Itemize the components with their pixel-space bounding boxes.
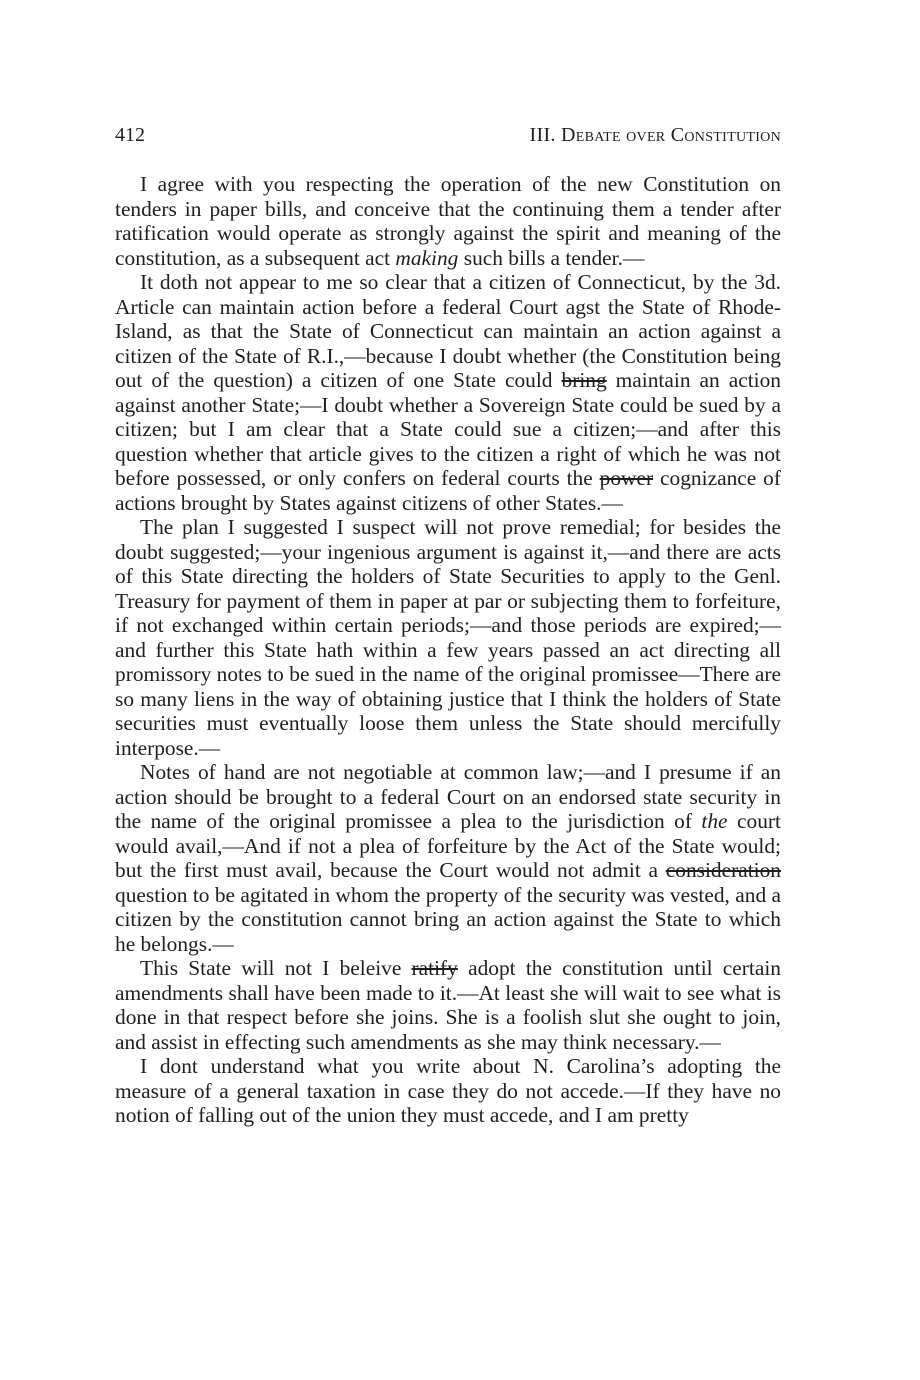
paragraph bbox=[115, 1054, 781, 1128]
paragraph bbox=[115, 956, 781, 1054]
struck-word: bring bbox=[561, 368, 607, 392]
text-run: The plan I suggested I suspect will not prove remedial; for besides the doubt suggested;—your ingenious argument is against it,—and there are acts of this State directing the holders of State Securities to apply to the Genl. Treasury for payment of them in paper at par or subjecting them to forfeiture, if not exchanged within certain periods;—and those periods are expired;—and further this State hath within a few years passed an act directing all promissory notes to be sued in the name of the original promissee—There are so many liens in the way of obtaining justice that I think the holders of State securities must eventually loose them unless the State should mercifully interpose.— bbox=[115, 515, 781, 760]
text-run: cognizance of actions brought by States against citizens of other States.— bbox=[115, 466, 781, 515]
letter-body bbox=[115, 172, 781, 1128]
italic-word: the bbox=[701, 809, 728, 833]
text-run: adopt the constitution until certain amendments shall have been made to it.—At least she will wait to see what is done in that respect before she joins. She is a foolish slut she ought to join, and assist in effecting such amendments as she may think necessary.— bbox=[115, 956, 781, 1054]
paragraph bbox=[115, 270, 781, 515]
text-run: court would avail,—And if not a plea of forfeiture by the Act of the State would; but the first must avail, because the Court would not admit a bbox=[115, 809, 781, 882]
text-run: such bills a tender.— bbox=[458, 245, 645, 270]
italic-word: making bbox=[395, 245, 459, 270]
text-run: This State will not I beleive bbox=[140, 956, 412, 980]
paragraph bbox=[115, 515, 781, 760]
text-run: Notes of hand are not negotiable at common law;—and I presume if an action should be brought to a federal Court on an endorsed state security in the name of the original promissee a plea to the jurisdiction of bbox=[115, 760, 781, 833]
struck-word: ratify bbox=[411, 956, 458, 980]
struck-word: power bbox=[599, 466, 654, 490]
struck-word: consideration bbox=[665, 858, 781, 882]
text-run: maintain an action against another State;—I doubt whether a Sovereign State could be sued by a citizen; but I am clear that a State could sue a citizen;—and after this question whether that article gives to the citizen a right of which he was not before possessed, or only confers on federal courts the bbox=[115, 368, 781, 490]
paragraph bbox=[115, 760, 781, 956]
text-run: question to be agitated in whom the property of the security was vested, and a citizen by the constitution cannot bring an action against the State to which he belongs.— bbox=[115, 882, 781, 956]
running-head: III. Debate over Constitution bbox=[529, 124, 781, 146]
text-run: It doth not appear to me so clear that a citizen of Connecticut, by the 3d. Article can maintain action before a federal Court agst the State of Rhode-Island, as that the State of Connecticut can maintain an action against a citizen of the State of R.I.,—because I doubt whether (the Constitution being out of the question) a citizen of one State could bbox=[115, 270, 781, 392]
paragraph bbox=[115, 172, 781, 270]
text-run: I agree with you respecting the operation of the new Constitution on tenders in paper bills, and conceive that the continuing them a tender after ratification would operate as strongly against the spirit and meaning of the constitution, as a subsequent act bbox=[115, 172, 781, 270]
page-number: 412 bbox=[115, 124, 145, 146]
text-run: I dont understand what you write about N. Carolina’s adopting the measure of a general taxation in case they do not accede.—If they have no notion of falling out of the union they must accede, and I am pretty bbox=[115, 1054, 781, 1127]
